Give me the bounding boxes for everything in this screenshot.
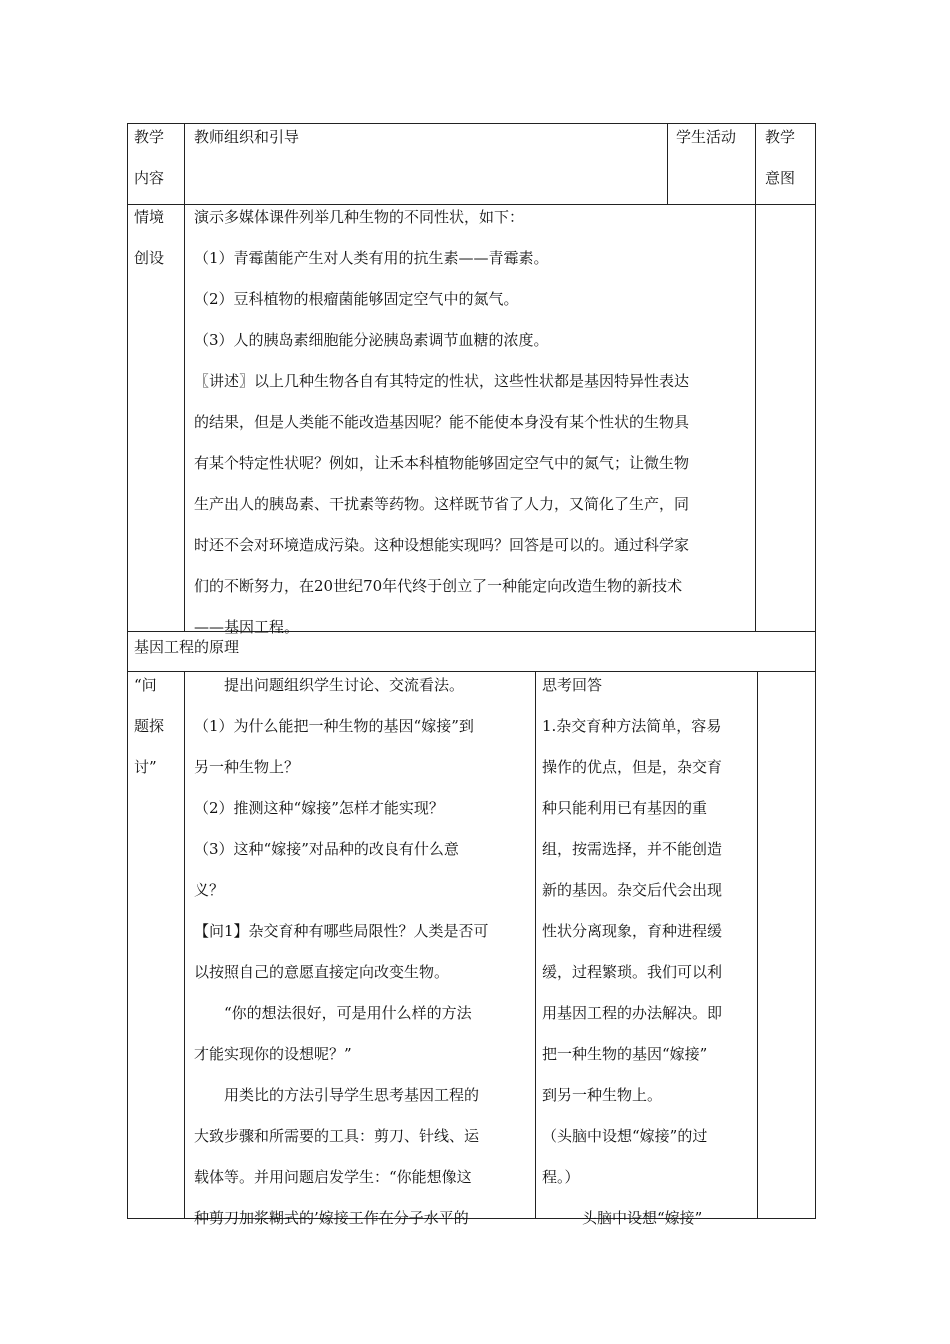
rule-col-student-bottom <box>535 671 536 1219</box>
rule-col1-top <box>184 123 185 631</box>
teacher-line: 【问1】杂交育种有哪些局限性？人类是否可 <box>194 922 489 940</box>
situation-line: 的结果，但是人类能不能改造基因呢？能不能使本身没有某个性状的生物具 <box>194 413 690 431</box>
situation-text-cell <box>194 197 754 648</box>
situation-line: （3）人的胰岛素细胞能分泌胰岛素调节血糖的浓度。 <box>194 331 549 349</box>
student-line: 组，按需选择，并不能创造 <box>542 840 723 858</box>
teacher-line: 以按照自己的意愿直接定向改变生物。 <box>194 963 450 981</box>
discussion-student-cell <box>542 665 754 1239</box>
student-line: 思考回答 <box>542 676 603 694</box>
header-intent-cell <box>765 117 813 199</box>
header-student-cell <box>676 117 754 158</box>
discussion-label-line-3: 讨” <box>134 758 157 776</box>
student-line: 1.杂交育种方法简单，容易 <box>542 717 722 735</box>
situation-label-cell <box>134 197 182 279</box>
teacher-line: 大致步骤和所需要的工具：剪刀、针线、运 <box>194 1127 480 1145</box>
header-student-label: 学生活动 <box>676 128 737 146</box>
situation-line: 们的不断努力，在20世纪70年代终于创立了一种能定向改造生物的新技术 <box>194 577 683 595</box>
header-content-line-1: 教学 <box>134 128 165 146</box>
teacher-line: （2）推测这种“嫁接”怎样才能实现？ <box>194 799 444 817</box>
header-teacher-label: 教师组织和引导 <box>194 128 300 146</box>
section-title: 基因工程的原理 <box>134 638 240 656</box>
situation-line: 演示多媒体课件列举几种生物的不同性状，如下： <box>194 208 525 226</box>
student-line: 种只能利用已有基因的重 <box>542 799 708 817</box>
header-teacher-cell <box>194 117 664 158</box>
header-intent-line-2: 意图 <box>765 169 796 187</box>
student-line: 操作的优点，但是，杂交育 <box>542 758 723 776</box>
rule-col-student-header <box>667 123 668 204</box>
student-line: （头脑中设想“嫁接”的过 <box>542 1127 708 1145</box>
student-line: 性状分离现象，育种进程缓 <box>542 922 723 940</box>
situation-line: （2）豆科植物的根瘤菌能够固定空气中的氮气。 <box>194 290 519 308</box>
situation-line: 有某个特定性状呢？例如，让禾本科植物能够固定空气中的氮气；让微生物 <box>194 454 690 472</box>
teacher-line: 种剪刀加浆糊式的’嫁接工作在分子水平的 <box>194 1209 469 1227</box>
teacher-line: “你的想法很好，可是用什么样的方法 <box>224 1004 472 1022</box>
teacher-line: （1）为什么能把一种生物的基因“嫁接”到 <box>194 717 474 735</box>
student-line: 程。） <box>542 1168 580 1186</box>
discussion-teacher-cell <box>194 665 534 1239</box>
header-content-cell <box>134 117 182 199</box>
situation-label-line-1: 情境 <box>134 208 165 226</box>
header-intent-line-1: 教学 <box>765 128 796 146</box>
rule-col-intent-bottom <box>757 671 758 1219</box>
student-line: 头脑中设想“嫁接” <box>582 1209 703 1227</box>
situation-line: 〖讲述〗以上几种生物各自有其特定的性状，这些性状都是基因特异性表达 <box>194 372 690 390</box>
situation-label-line-2: 创设 <box>134 249 165 267</box>
teacher-line: 提出问题组织学生讨论、交流看法。 <box>224 676 465 694</box>
teacher-line: （3）这种“嫁接”对品种的改良有什么意 <box>194 840 459 858</box>
student-line: 缓，过程繁琐。我们可以利 <box>542 963 723 981</box>
rule-col1-bottom <box>184 671 185 1219</box>
student-line: 新的基因。杂交后代会出现 <box>542 881 723 899</box>
situation-line: ——基因工程。 <box>194 618 300 636</box>
rule-col-intent-top <box>755 123 756 631</box>
student-line: 到另一种生物上。 <box>542 1086 663 1104</box>
section-title-cell <box>134 627 734 667</box>
header-content-line-2: 内容 <box>134 169 165 187</box>
teacher-line: 载体等。并用问题启发学生：“你能想像这 <box>194 1168 472 1186</box>
situation-line: 时还不会对环境造成污染。这种设想能实现吗？回答是可以的。通过科学家 <box>194 536 690 554</box>
discussion-label-cell <box>134 665 182 788</box>
situation-line: （1）青霉菌能产生对人类有用的抗生素——青霉素。 <box>194 249 549 267</box>
teacher-line: 用类比的方法引导学生思考基因工程的 <box>224 1086 480 1104</box>
discussion-label-line-2: 题探 <box>134 717 165 735</box>
teacher-line: 义？ <box>194 881 225 899</box>
student-line: 把一种生物的基因“嫁接” <box>542 1045 708 1063</box>
teacher-line: 另一种生物上？ <box>194 758 300 776</box>
discussion-label-line-1: “问 <box>134 676 157 694</box>
situation-line: 生产出人的胰岛素、干扰素等药物。这样既节省了人力，又简化了生产，同 <box>194 495 690 513</box>
student-line: 用基因工程的办法解决。即 <box>542 1004 723 1022</box>
teacher-line: 才能实现你的设想呢？” <box>194 1045 352 1063</box>
